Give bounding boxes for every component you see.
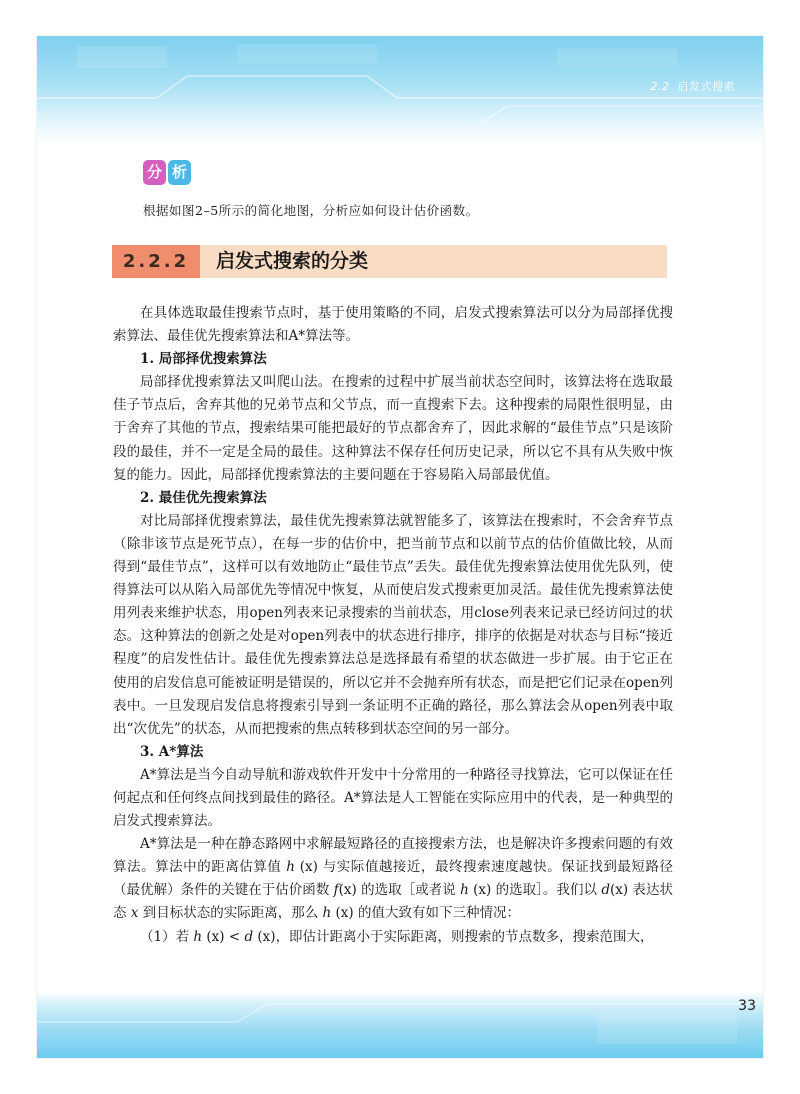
text-run: ，即估计距离小于实际距离，则搜索的节点数多，搜索范围大， <box>275 928 654 945</box>
text-run: 的选取［或者说 <box>356 882 461 899</box>
analysis-badge-char-1: 分 <box>143 160 166 185</box>
math-x: (x) <box>299 859 318 876</box>
math-x: (x) <box>338 882 357 899</box>
math-d: d <box>601 882 610 899</box>
analysis-badge-char-2: 析 <box>168 160 191 185</box>
paragraph-case-1 <box>113 926 673 949</box>
section-number: 2.2.2 <box>112 245 200 278</box>
paragraph-a-star-intro: A*算法是当今自动导航和游戏软件开发中十分常用的一种路径寻找算法，它可以保证在任何起点和任何终点间找到最佳的路径。A*算法是人工智能在实际应用中的代表，是一种典型的启发式搜索算法。 <box>113 766 673 830</box>
math-x-var: x <box>130 905 139 922</box>
section-title: 启发式搜索的分类 <box>216 250 369 272</box>
subheading-a-star: 3. A*算法 <box>140 743 204 760</box>
math-h: h <box>322 905 332 922</box>
header-section-number: 2.2 <box>650 80 670 93</box>
text-run: 表达状态 <box>113 882 673 922</box>
text-run: 到目标状态的实际距离，那么 <box>138 905 323 922</box>
math-h: h <box>460 882 469 899</box>
subheading-best-first: 2. 最佳优先搜索算法 <box>140 489 267 506</box>
math-x: (x) <box>206 928 225 945</box>
footer-decoration <box>37 992 763 1058</box>
math-f: f <box>333 882 339 899</box>
analysis-prompt: 根据如图2–5所示的简化地图，分析应如何设计估价函数。 <box>143 203 479 218</box>
paragraph-best-first: 对比局部择优搜索算法，最佳优先搜索算法就智能多了，该算法在搜索时，不会舍弃节点（除非该节点是死节点），在每一步的估价中，把当前节点和以前节点的估价值做比较，从而得到“最佳节点”，这样可以有效地防止“最佳节点”丢失。最佳优先搜索算法使用优先队列，使得算法可以从陷入局部优先等情况中恢复，从而使启发式搜索更加灵活。最佳优先搜索算法使用列表来维护状态，用open列表来记录搜索的当前状态，用close列表来记录已经访问过的状态。这种算法的创新之处是对open列表中的状态进行排序，排序的依据是对状态与目标“接近程度”的启发性估计。最佳优先搜索算法总是选择最有希望的状态做进一步扩展。由于它正在使用的启发信息可能被证明是错误的，所以它并不会抛弃所有状态，而是把它们记录在open列表中。一旦发现启发信息将搜索引导到一条证明不正确的路径，那么算法会从open列表中取出“次优先”的状态，从而把搜索的焦点转移到状态空间的另一部分。 <box>113 512 673 737</box>
math-x: (x) <box>473 882 492 899</box>
math-x: (x) <box>257 928 276 945</box>
footer-banner <box>37 992 763 1058</box>
math-x: (x) <box>335 905 354 922</box>
text-run: 的值大致有如下三种情况： <box>353 905 520 922</box>
section-heading <box>112 245 667 278</box>
paragraph-hill-climbing: 局部择优搜索算法又叫爬山法。在搜索的过程中扩展当前状态空间时，该算法将在选取最佳子节点后，舍弃其他的兄弟节点和父节点，而一直搜索下去。这种搜索的局限性很明显，由于舍弃了其他的节点，搜索结果可能把最好的节点都舍弃了，因此求解的“最佳节点”只是该阶段的最佳，并不一定是全局的最佳。这种算法不保存任何历史记录，所以它不具有从失败中恢复的能力。因此，局部择优搜索算法的主要问题在于容易陷入局部最优值。 <box>113 374 673 483</box>
running-header <box>651 78 736 94</box>
header-section-title: 启发式搜索 <box>677 80 735 93</box>
text-run: A*算法是一种在静态路网中求解最短路径的直接搜索方法，也是解决许多搜索问题的有效算法。算法中的距离估算值 <box>113 836 673 876</box>
text-run: 的选取］。我们以 <box>491 882 602 899</box>
page-number: 33 <box>738 998 756 1014</box>
math-h: h <box>193 928 203 945</box>
math-lt: < <box>224 928 245 945</box>
math-h: h <box>286 859 295 876</box>
header-banner <box>37 36 763 144</box>
text-run: 与实际值越接近，最终搜索速度越快。保证找到最短路径（最优解）条件的关键在于估价函数 <box>113 859 673 899</box>
text-run: （1）若 <box>140 928 194 945</box>
body-text <box>113 302 673 949</box>
analysis-badge <box>143 160 191 185</box>
paragraph-a-star-detail <box>113 833 673 925</box>
intro-paragraph: 在具体选取最佳搜索节点时，基于使用策略的不同，启发式搜索算法可以分为局部择优搜索算法、最佳优先搜索算法和A*算法等。 <box>113 305 673 345</box>
subheading-hill-climbing: 1. 局部择优搜索算法 <box>140 351 267 368</box>
math-d: d <box>244 928 254 945</box>
math-x: (x) <box>609 882 629 899</box>
